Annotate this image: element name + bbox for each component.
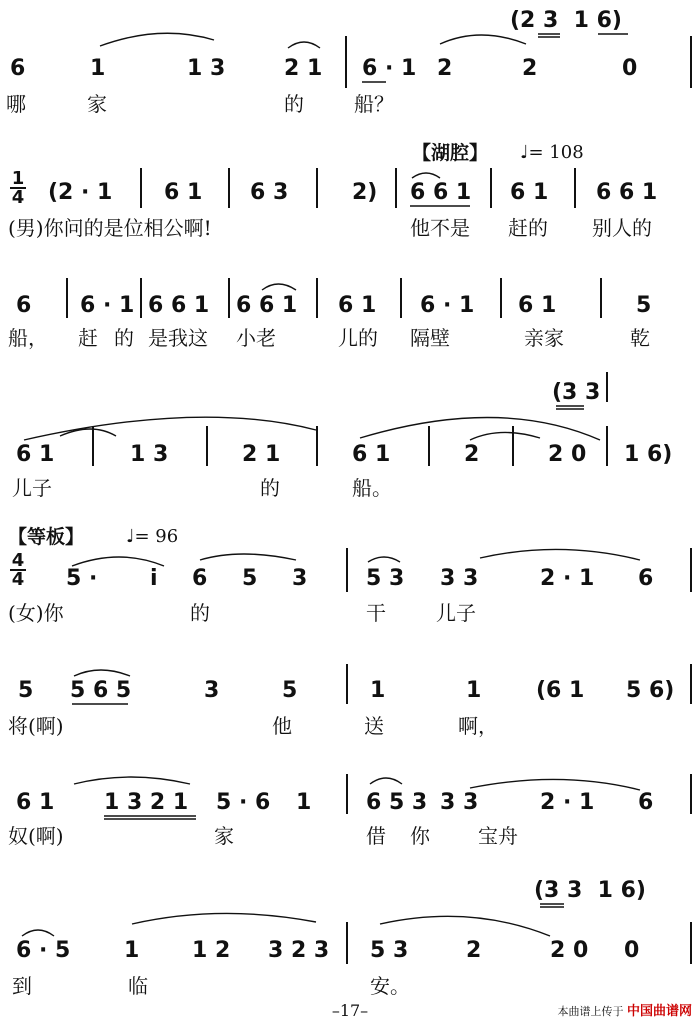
note-7-7: 2 · 1: [540, 790, 595, 815]
barline: [346, 548, 348, 592]
note-6-1: 5: [18, 678, 34, 703]
lyric-4-3: 船。: [352, 476, 392, 500]
note-4-6: 2 0: [548, 442, 587, 467]
note-2-4: 2): [352, 180, 378, 205]
note-7-6: 3 3: [440, 790, 479, 815]
note-4-1: 6 1: [16, 442, 55, 467]
lyric-3-6: 儿的: [338, 326, 378, 350]
lyric-6-4: 啊，: [458, 714, 498, 738]
lyric-3-8: 亲家: [524, 326, 564, 350]
slur: [100, 33, 214, 46]
page-number: –17–: [331, 1001, 369, 1020]
note-7-8: 6: [638, 790, 654, 815]
note-5-9: 6: [638, 566, 654, 591]
lyric-1-1: 哪: [6, 92, 26, 116]
barline: [690, 548, 692, 592]
lyric-3-3: 的: [114, 326, 134, 350]
note-7-4: 1: [296, 790, 312, 815]
lyric-7-4: 你: [410, 824, 430, 848]
note-5-8: 2 · 1: [540, 566, 595, 591]
lyric-8-1: 到: [12, 974, 32, 998]
note-4-7: 1 6): [624, 442, 673, 467]
note-2-6: 6 1: [510, 180, 549, 205]
barline: [346, 774, 348, 814]
note-1-2: 1: [90, 56, 106, 81]
barline: [395, 168, 397, 208]
note-4-2: 1 3: [130, 442, 169, 467]
pickup-notes-1: (2 3 1 6): [510, 8, 622, 33]
note-8-3: 1 2: [192, 938, 231, 963]
section-marker-dengban: 【等板】: [8, 526, 85, 548]
lyric-3-2: 赶: [78, 326, 98, 350]
slur: [440, 35, 526, 44]
slur: [288, 42, 320, 48]
barline: [600, 278, 602, 318]
slur: [262, 284, 296, 290]
barline: [490, 168, 492, 208]
slur: [370, 778, 402, 784]
barline: [346, 922, 348, 964]
slur: [480, 549, 640, 560]
slur: [22, 930, 54, 936]
note-5-3: 6: [192, 566, 208, 591]
lyric-6-2: 他: [272, 714, 292, 738]
note-5-5: 3: [292, 566, 308, 591]
barline: [140, 168, 142, 208]
time-signature: [10, 552, 26, 588]
note-6-5: 1: [370, 678, 386, 703]
watermark-site: 中国曲谱网: [626, 1004, 692, 1019]
note-1-4: 2 1: [284, 56, 323, 81]
note-5-7: 3 3: [440, 566, 479, 591]
lyric-6-3: 送: [364, 714, 384, 738]
watermark-prefix: 本曲谱上传于: [557, 1005, 624, 1018]
slur: [132, 913, 316, 924]
lyric-8-3: 安。: [370, 974, 410, 998]
note-5-2: i: [150, 566, 158, 591]
lyric-7-5: 宝舟: [478, 824, 518, 848]
lyric-8-2: 临: [128, 974, 148, 998]
note-3-8: 5: [636, 293, 652, 318]
barline: [316, 168, 318, 208]
slur: [24, 417, 316, 440]
lyric-1-2: 家: [87, 92, 107, 116]
slur: [360, 417, 600, 440]
note-2-5: 6 6 1: [410, 180, 472, 205]
note-8-1: 6 · 5: [16, 938, 71, 963]
note-7-5: 6 5 3: [366, 790, 428, 815]
note-7-3: 5 · 6: [216, 790, 271, 815]
time-signature-top: 1: [11, 168, 25, 189]
note-3-1: 6: [16, 293, 32, 318]
note-1-8: 0: [622, 56, 638, 81]
note-1-1: 6: [10, 56, 26, 81]
barline: [345, 36, 347, 88]
barline: [228, 168, 230, 208]
note-1-6: 2: [437, 56, 453, 81]
note-6-8: 5 6): [626, 678, 675, 703]
note-6-7: (6 1: [536, 678, 585, 703]
time-signature-bottom: 4: [11, 569, 25, 590]
slur: [470, 779, 640, 790]
time-signature-bottom: 4: [11, 187, 25, 208]
note-6-3: 3: [204, 678, 220, 703]
lyric-7-1: 奴(啊): [8, 824, 64, 848]
pickup-notes-8: (3 3 1 6): [534, 878, 646, 903]
lyric-2-3: 赶的: [508, 216, 548, 240]
note-8-6: 2: [466, 938, 482, 963]
pickup-notes-4: (3 3: [552, 380, 601, 405]
note-3-7: 6 1: [518, 293, 557, 318]
barline: [228, 278, 230, 318]
note-2-1: (2 · 1: [48, 180, 113, 205]
barline: [690, 36, 692, 88]
note-5-6: 5 3: [366, 566, 405, 591]
slur: [470, 432, 540, 440]
note-6-4: 5: [282, 678, 298, 703]
barline: [400, 278, 402, 318]
barline: [316, 426, 318, 466]
section-marker-huqiang: 【湖腔】: [412, 142, 489, 164]
slur: [74, 670, 130, 676]
barline: [206, 426, 208, 466]
slur: [368, 557, 400, 562]
barline: [574, 168, 576, 208]
note-5-1: 5 ·: [66, 566, 98, 591]
slur: [200, 554, 296, 560]
barline: [606, 372, 608, 402]
note-4-3: 2 1: [242, 442, 281, 467]
barline: [606, 426, 608, 466]
barline: [428, 426, 430, 466]
note-2-7: 6 6 1: [596, 180, 658, 205]
lyric-7-3: 借: [366, 824, 386, 848]
site-watermark: [557, 1000, 692, 1019]
note-8-8: 0: [624, 938, 640, 963]
lyric-1-3: 的: [284, 92, 304, 116]
note-8-4: 3 2 3: [268, 938, 330, 963]
time-signature-top: 4: [11, 550, 25, 571]
lyric-3-1: 船，: [8, 326, 48, 350]
slur: [412, 173, 440, 178]
note-6-6: 1: [466, 678, 482, 703]
barline: [316, 278, 318, 318]
lyric-2-4: 别人的: [592, 216, 652, 240]
note-7-1: 6 1: [16, 790, 55, 815]
lyric-5-3: 干: [366, 601, 386, 625]
tempo-marking-dengban: ♩= 96: [126, 526, 179, 547]
note-3-4: 6 6 1: [236, 293, 298, 318]
barline: [66, 278, 68, 318]
note-4-4: 6 1: [352, 442, 391, 467]
barline: [140, 278, 142, 318]
note-3-5: 6 1: [338, 293, 377, 318]
note-5-4: 5: [242, 566, 258, 591]
barline: [512, 426, 514, 466]
lyric-2-1: (男)你问的是位相公啊!: [8, 216, 212, 240]
lyric-4-1: 儿子: [12, 476, 52, 500]
note-3-6: 6 · 1: [420, 293, 475, 318]
lyric-5-1: (女)你: [8, 601, 64, 625]
slur: [60, 429, 116, 436]
slur: [72, 557, 164, 566]
lyric-2-2: 他不是: [410, 216, 470, 240]
note-8-5: 5 3: [370, 938, 409, 963]
lyric-1-4: 船？: [354, 92, 394, 116]
lyric-3-9: 乾: [630, 326, 650, 350]
barline: [690, 922, 692, 964]
lyric-7-2: 家: [214, 824, 234, 848]
lyric-4-2: 的: [260, 476, 280, 500]
lyric-3-4: 是我这: [148, 326, 208, 350]
lyric-6-1: 将(啊): [8, 714, 64, 738]
lyric-3-5: 小老: [236, 326, 276, 350]
tempo-marking-huqiang: ♩= 108: [520, 142, 584, 163]
note-1-3: 1 3: [187, 56, 226, 81]
underline-group: [72, 34, 628, 907]
barline: [92, 426, 94, 466]
note-2-3: 6 3: [250, 180, 289, 205]
slur: [380, 916, 550, 936]
barline: [690, 664, 692, 704]
lyric-5-2: 的: [190, 601, 210, 625]
note-8-7: 2 0: [550, 938, 589, 963]
time-signature: [10, 170, 26, 206]
lyric-5-4: 儿子: [436, 601, 476, 625]
note-6-2: 5 6 5: [70, 678, 132, 703]
note-2-2: 6 1: [164, 180, 203, 205]
slur: [74, 777, 190, 784]
note-7-2: 1 3 2 1: [104, 790, 189, 815]
barline: [690, 774, 692, 814]
note-3-2: 6 · 1: [80, 293, 135, 318]
note-1-7: 2: [522, 56, 538, 81]
lyric-3-7: 隔壁: [410, 326, 450, 350]
note-4-5: 2: [464, 442, 480, 467]
barline: [346, 664, 348, 704]
note-8-2: 1: [124, 938, 140, 963]
barline: [500, 278, 502, 318]
note-1-5: 6 · 1: [362, 56, 417, 81]
note-3-3: 6 6 1: [148, 293, 210, 318]
